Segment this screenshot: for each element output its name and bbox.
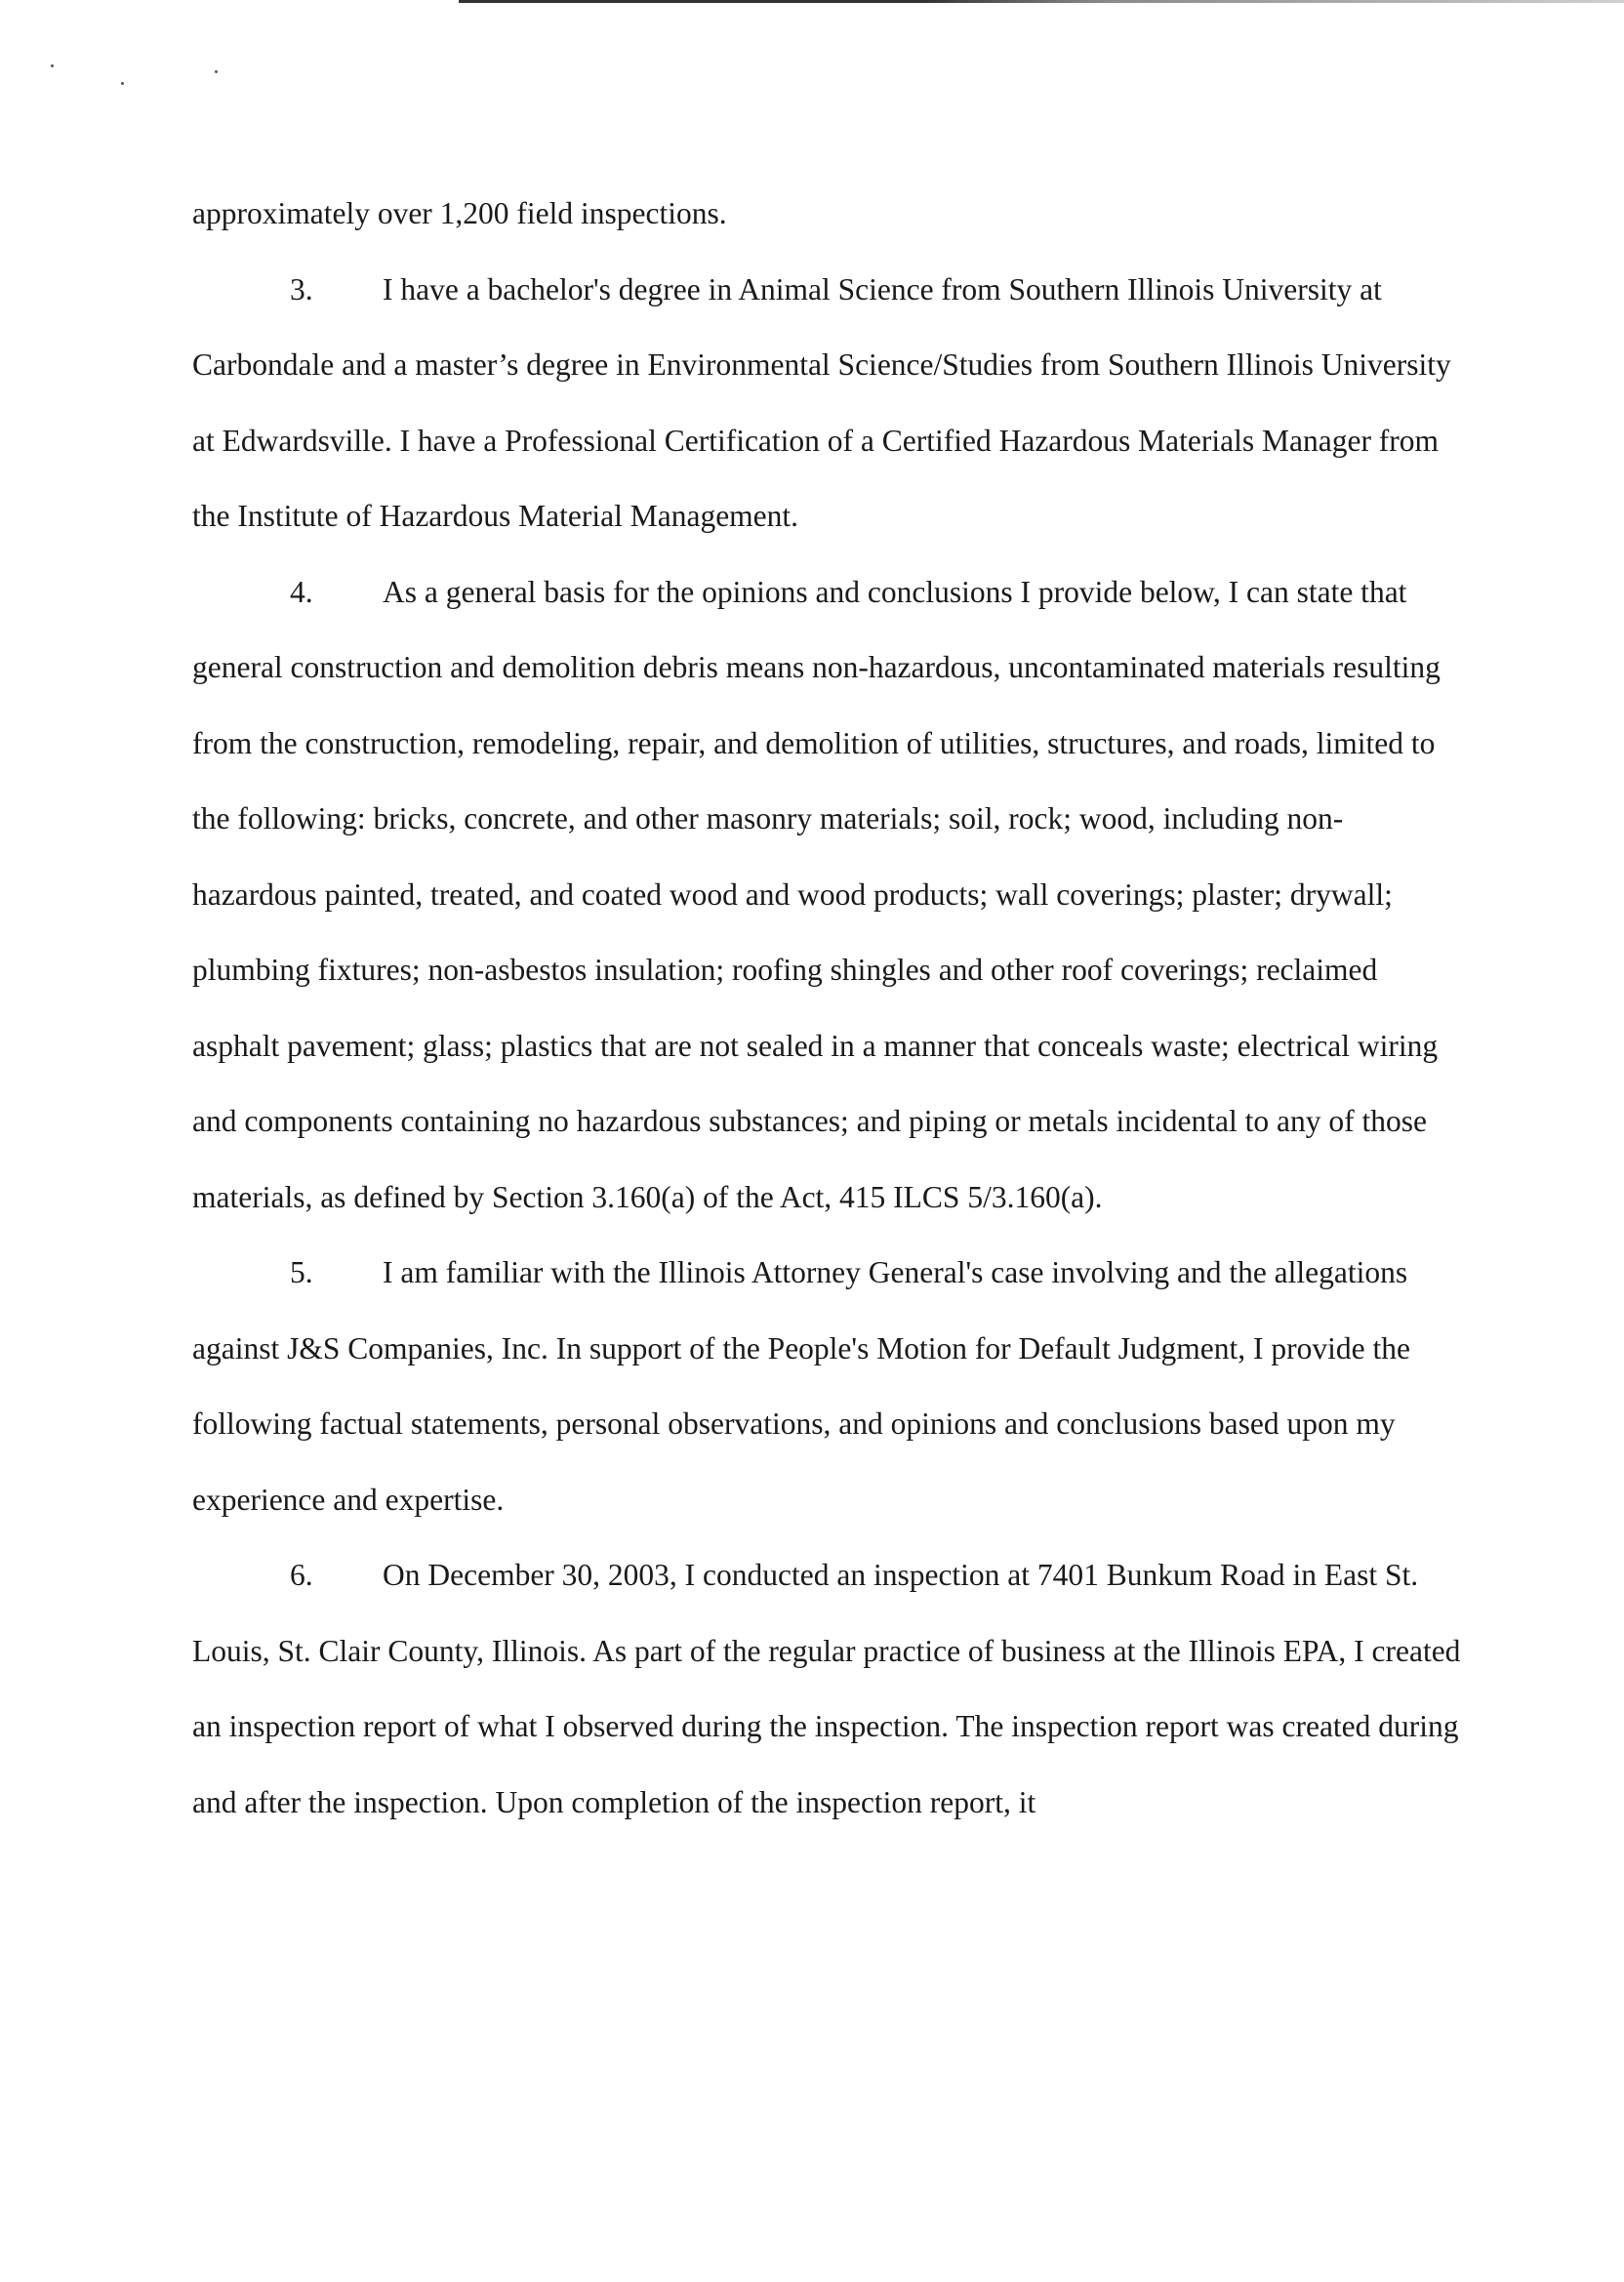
paragraph-number: 3. — [290, 271, 313, 306]
paragraph-text: As a general basis for the opinions and conclusions I provide below, I can state that general construction and demolition debris means non-hazardous, uncontaminated materials resulting from the construction, remodeling, repair, and demolition of utilities, structures, and roads, limited to the following: bricks, concrete, and other masonry materials; soil, rock; wood, including non-hazardous painted, treated, and coated wood and wood products; wall coverings; plaster; drywall; plumbing fixtures; non-asbestos insulation; roofing shingles and other roof coverings; reclaimed asphalt pavement; glass; plastics that are not sealed in a manner that conceals waste; electrical wiring and components containing no hazardous substances; and piping or metals incidental to any of those materials, as defined by Section 3.160(a) of the Act, 415 ILCS 5/3.160(a). — [192, 574, 1441, 1214]
paragraph-6 — [192, 1537, 1461, 1840]
paragraph-number: 5. — [290, 1255, 313, 1289]
paragraph-text: On December 30, 2003, I conducted an inspection at 7401 Bunkum Road in East St. Louis, St. Clair County, Illinois. As part of the regular practice of business at the Illinois EPA, I created an inspection report of what I observed during the inspection. The inspection report was created during and after the inspection. Upon completion of the inspection report, it — [192, 1558, 1461, 1819]
paragraph-4 — [192, 554, 1461, 1236]
paragraph-number: 6. — [290, 1558, 313, 1592]
paragraph-text: I have a bachelor's degree in Animal Science from Southern Illinois University at Carbondale and a master’s degree in Environmental Science/Studies from Southern Illinois University at Edwardsville. I have a Professional Certification of a Certified Hazardous Materials Manager from the Institute of Hazardous Material Management. — [192, 271, 1451, 533]
paragraph-number: 4. — [290, 574, 313, 609]
top-rule — [459, 0, 1624, 3]
scan-speck — [215, 70, 218, 73]
continuation-line: approximately over 1,200 field inspections. — [192, 196, 727, 230]
scan-speck — [51, 64, 54, 67]
scan-speck — [121, 82, 124, 85]
paragraph-text: I am familiar with the Illinois Attorney General's case involving and the allegations against J&S Companies, Inc. In support of the People's Motion for Default Judgment, I provide the following factual statements, personal observations, and opinions and conclusions based upon my experience and expertise. — [192, 1255, 1410, 1517]
paragraph-3 — [192, 252, 1461, 554]
paragraph-5 — [192, 1235, 1461, 1537]
document-body — [192, 176, 1461, 1840]
